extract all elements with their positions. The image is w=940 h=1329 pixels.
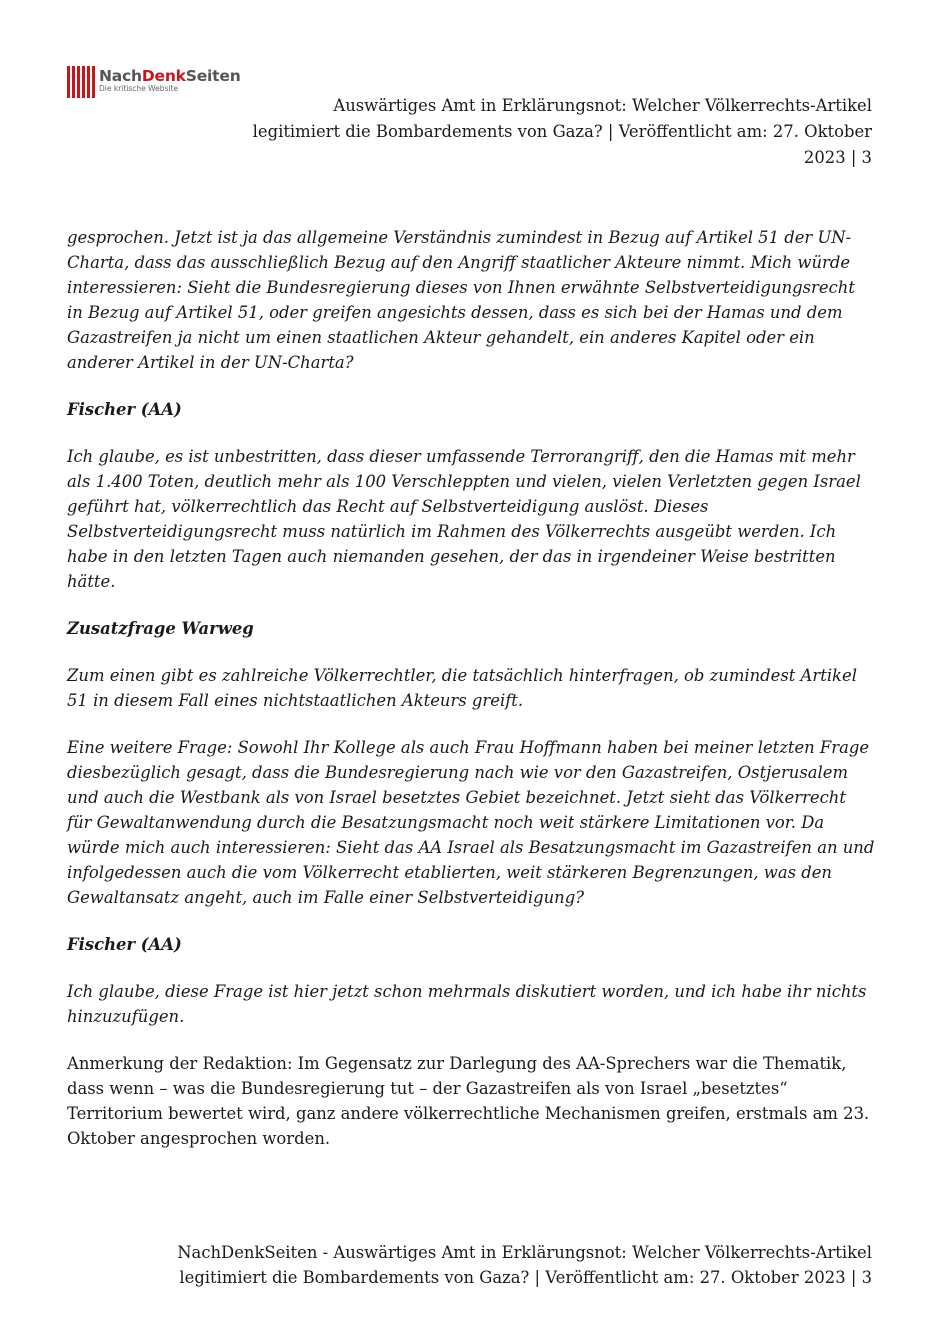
logo-name-part2: Denk [141, 67, 186, 85]
paragraph-question: Zum einen gibt es zahlreiche Völkerrechtler, die tatsächlich hinterfragen, ob zumindest Artikel 51 in diesem Fall eines nichtstaatlichen Akteurs greift. [67, 666, 857, 710]
paragraph-question: Eine weitere Frage: Sowohl Ihr Kollege als auch Frau Hoffmann haben bei meiner letzten Frage diesbezüglich gesagt, dass die Bundesregierung nach wie vor den Gazastreifen, Ostjerusalem und auch die Westbank als von Israel besetztes Gebiet bezeichnet. Jetzt sieht das Völkerrecht für Gewaltanwendung durch die Besatzungsmacht noch weit stärkere Limitationen vor. Da würde mich auch interessieren: Sieht das AA Israel als Besatzungsmacht im Gazastreifen an und infolgedessen auch die vom Völkerrecht etablierten, weit stärkeren Begrenzungen, was den Gewaltansatz angeht, auch im Falle einer Selbstverteidigung? [67, 738, 875, 907]
editorial-note: Anmerkung der Redaktion: Im Gegensatz zur Darlegung des AA-Sprechers war die Thematik, dass wenn – was die Bundesregierung tut – der Gazastreifen als von Israel „besetztes“ Territorium bewertet wird, ganz andere völkerrechtliche Mechanismen greifen, erstmals am 23. Oktober angesprochen worden. [67, 1054, 870, 1148]
logo-bars-icon [67, 66, 95, 98]
speaker-label: Fischer (AA) [67, 935, 182, 954]
speaker-label: Zusatzfrage Warweg [67, 619, 254, 638]
logo-name [99, 66, 241, 86]
paragraph-answer: Ich glaube, es ist unbestritten, dass dieser umfassende Terrorangriff, den die Hamas mit mehr als 1.400 Toten, deutlich mehr als 100 Verschleppten und vielen, vielen Verletzten gegen Israel geführt hat, völkerrechtlich das Recht auf Selbstverteidigung auslöst. Dieses Selbstverteidigungsrecht muss natürlich im Rahmen des Völkerrechts ausgeübt werden. Ich habe in den letzten Tagen auch niemanden gesehen, der das in irgendeiner Weise bestritten hätte. [67, 447, 861, 591]
site-logo [67, 66, 241, 98]
article-body [67, 225, 875, 1173]
logo-text [99, 66, 241, 93]
page-header-title: Auswärtiges Amt in Erklärungsnot: Welcher Völkerrechts-Artikel legitimiert die Bombardements von Gaza? | Veröffentlicht am: 27. Oktober 2023 | 3 [252, 96, 872, 167]
logo-name-part1: Nach [99, 67, 142, 85]
page-footer: NachDenkSeiten - Auswärtiges Amt in Erklärungsnot: Welcher Völkerrechts-Artikel legitimiert die Bombardements von Gaza? | Veröffentlicht am: 27. Oktober 2023 | 3 [177, 1243, 872, 1287]
logo-name-part3: Seiten [185, 67, 241, 85]
logo-tagline: Die kritische Website [99, 84, 179, 93]
paragraph-answer: Ich glaube, diese Frage ist hier jetzt schon mehrmals diskutiert worden, und ich habe ihr nichts hinzuzufügen. [67, 982, 867, 1026]
speaker-label: Fischer (AA) [67, 400, 182, 419]
paragraph-question-continued: gesprochen. Jetzt ist ja das allgemeine Verständnis zumindest in Bezug auf Artikel 51 der UN-Charta, dass das ausschließlich Bezug auf den Angriff staatlicher Akteure nimmt. Mich würde interessieren: Sieht die Bundesregierung dieses von Ihnen erwähnte Selbstverteidigungsrecht in Bezug auf Artikel 51, oder greifen angesichts dessen, dass es sich bei der Hamas und dem Gazastreifen ja nicht um einen staatlichen Akteur gehandelt, ein anderes Kapitel oder ein anderer Artikel in der UN-Charta? [67, 228, 855, 372]
